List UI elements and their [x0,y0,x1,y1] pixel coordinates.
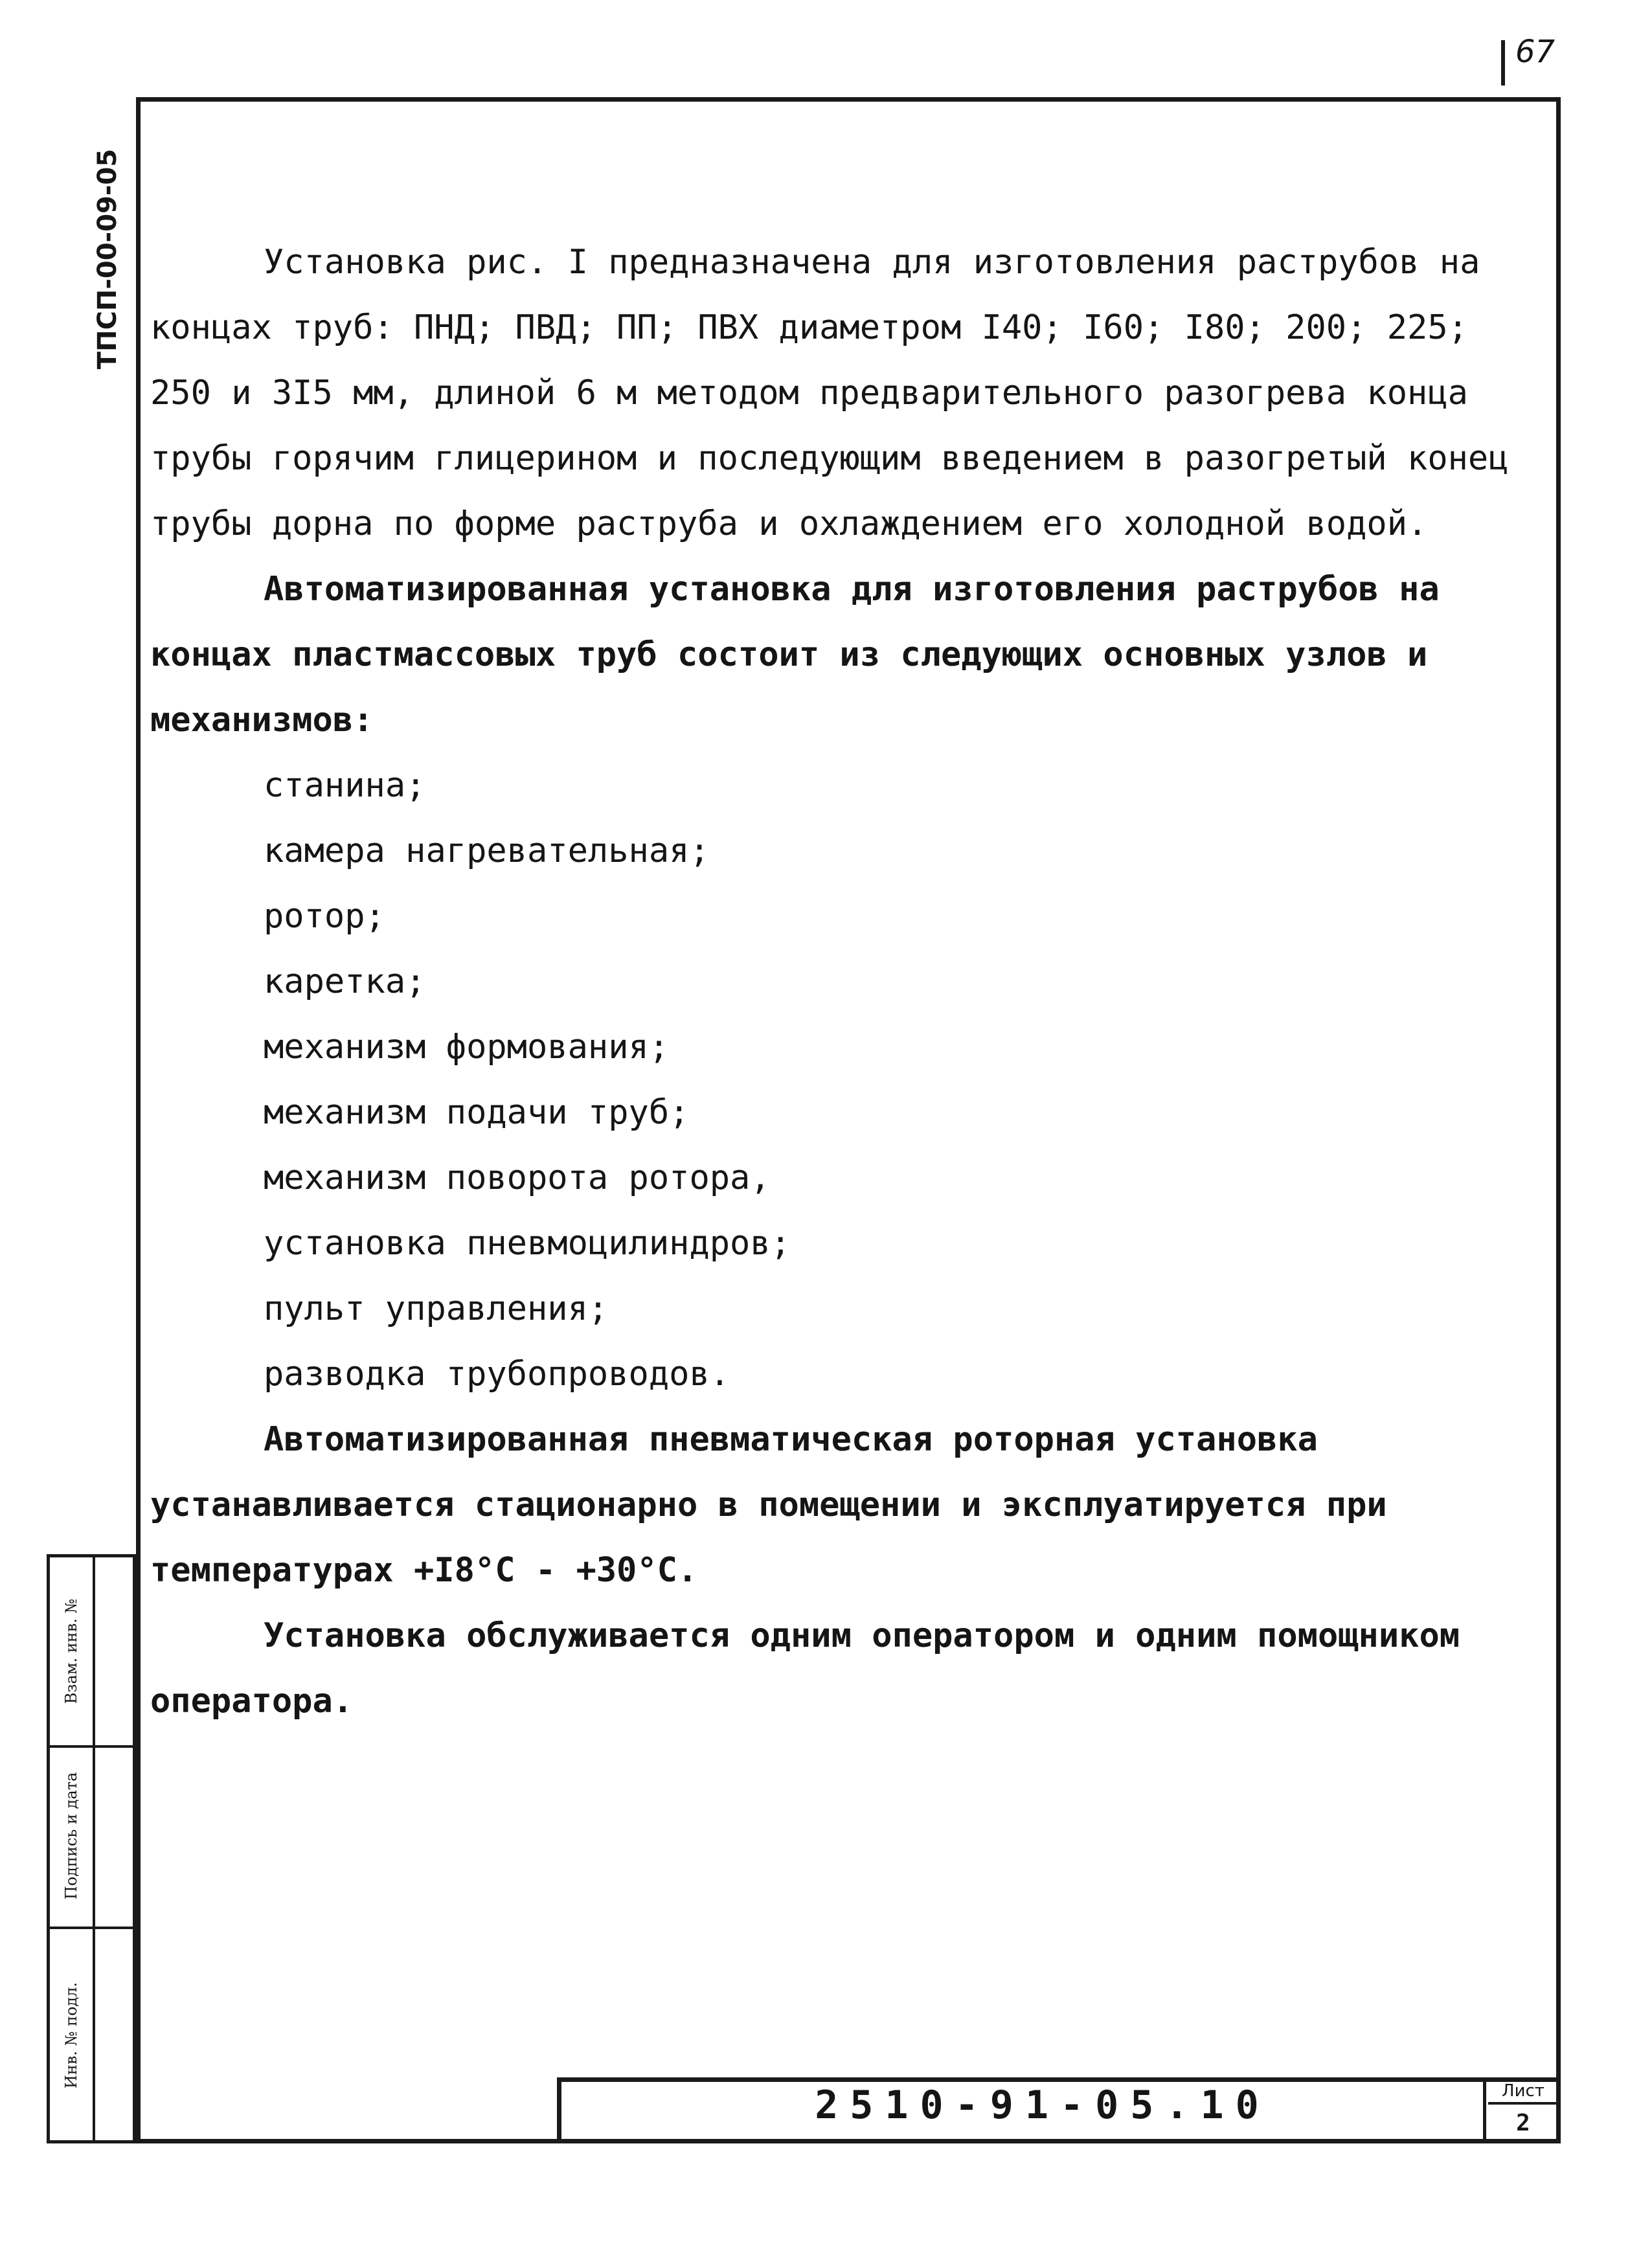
side-stamp-table [47,1554,136,2143]
list-item: ротор; [264,897,385,936]
units-list [150,753,1549,1407]
side-table-divider [93,1557,95,2140]
list-item: каретка; [264,962,426,1001]
page-number-mark [1501,40,1505,85]
list-item: камера нагревательная; [264,831,710,870]
sheet-label: Лист [1488,2080,1558,2105]
side-document-code-text: ТПСП-00-09-05 [93,148,122,370]
document-code: 2510-91-05.10 [815,2083,1271,2128]
list-item: механизм подачи труб; [264,1093,690,1132]
side-label-inv-replaced: Взам. инв. № [62,1598,80,1704]
side-cell-inv-original [50,1927,93,2143]
side-cell-signature-date [50,1745,93,1927]
list-item: разводка трубопроводов. [264,1355,730,1394]
paragraph-installation: Автоматизированная пневматическая роторная установка устанавливается стационарно в помещении и эксплуатируется при температурах +I8°С - +30°С. [150,1420,1387,1590]
list-item: пульт управления; [264,1289,609,1328]
list-item: станина; [264,766,426,805]
list-item: механизм поворота ротора, [264,1158,771,1197]
list-item: механизм формования; [264,1028,670,1067]
side-label-signature-date: Подпись и дата [62,1772,80,1900]
side-document-code [88,136,127,382]
side-cell-inv-replaced [50,1557,93,1745]
list-item: установка пневмоцилиндров; [264,1224,791,1263]
paragraph-service: Установка обслуживается одним оператором и одним помощником оператора. [150,1616,1460,1721]
side-label-inv-original: Инв. № подл. [62,1982,80,2088]
document-body [150,230,1549,1734]
paragraph-intro: Установка рис. I предназначена для изготовления раструбов на концах труб: ПНД; ПВД; ПП; ПВХ диаметром I40; I60; I80; 200; 225; 250 и 3I5 мм, длиной 6 м методом предварительного разогрева конца трубы горячим глицерином и последующим введением в разогретый конец трубы дорна по форме раструба и охлаждением его холодной водой. [150,243,1509,543]
paragraph-composition: Автоматизированная установка для изготовления раструбов на концах пластмассовых труб состоит из следующих основных узлов и механизмов: [150,570,1440,740]
sheet-number: 2 [1516,2110,1530,2136]
page-number: 67 [1515,34,1556,70]
